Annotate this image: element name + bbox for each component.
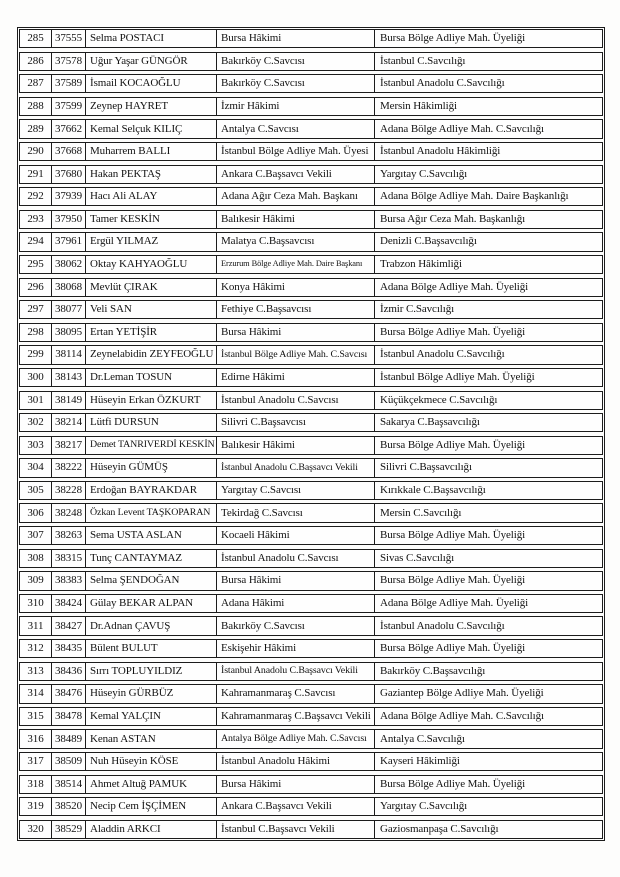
- current-post-cell: Antalya Bölge Adliye Mah. C.Savcısı: [217, 730, 375, 747]
- table-row: [19, 707, 603, 726]
- current-post-cell: Edirne Hâkimi: [217, 369, 375, 386]
- name-cell: Zeynep HAYRET: [86, 98, 217, 115]
- current-post-cell: Bursa Hâkimi: [217, 572, 375, 589]
- new-assignment-cell: Kırıkkale C.Başsavcılığı: [380, 484, 486, 497]
- registry-number-cell: 37939: [52, 188, 86, 205]
- row-number-cell: 312: [20, 640, 52, 657]
- registry-number-cell: 38383: [52, 572, 86, 589]
- row-number-cell: 297: [20, 301, 52, 318]
- row-number-cell: 286: [20, 53, 52, 70]
- new-assignment-cell: Gaziosmanpaşa C.Savcılığı: [380, 822, 499, 835]
- registry-number-cell: 38424: [52, 595, 86, 612]
- new-assignment-cell: İstanbul Anadolu C.Savcılığı: [380, 348, 505, 361]
- name-cell: Tamer KESKİN: [86, 211, 217, 228]
- registry-number-cell: 38095: [52, 324, 86, 341]
- new-assignment-cell: Adana Bölge Adliye Mah. Üyeliği: [380, 596, 529, 609]
- registry-number-cell: 38509: [52, 753, 86, 770]
- name-cell: Tunç CANTAYMAZ: [86, 550, 217, 567]
- name-cell: Dr.Leman TOSUN: [86, 369, 217, 386]
- name-cell: Nuh Hüseyin KÖSE: [86, 753, 217, 770]
- new-assignment-cell: İstanbul Bölge Adliye Mah. Üyeliği: [380, 371, 535, 384]
- name-cell: Necip Cem İŞÇİMEN: [86, 798, 217, 815]
- new-assignment-cell: Adana Bölge Adliye Mah. Daire Başkanlığı: [380, 190, 569, 203]
- row-number-cell: 290: [20, 143, 52, 160]
- row-number-cell: 291: [20, 166, 52, 183]
- new-assignment-cell: İstanbul Anadolu Hâkimliği: [380, 145, 501, 158]
- registry-number-cell: 38222: [52, 459, 86, 476]
- new-assignment-cell: Bakırköy C.Başsavcılığı: [380, 664, 486, 677]
- table-row: [19, 820, 603, 839]
- new-assignment-cell: İzmir C.Savcılığı: [380, 303, 455, 316]
- table-row: [19, 503, 603, 522]
- row-number-cell: 320: [20, 821, 52, 838]
- name-cell: Sema USTA ASLAN: [86, 527, 217, 544]
- name-cell: Lütfi DURSUN: [86, 414, 217, 431]
- table-row: [19, 345, 603, 364]
- row-number-cell: 303: [20, 437, 52, 454]
- new-assignment-cell: Adana Bölge Adliye Mah. C.Savcılığı: [380, 122, 544, 135]
- registry-number-cell: 38149: [52, 392, 86, 409]
- table-row: [19, 97, 603, 116]
- registry-number-cell: 38228: [52, 482, 86, 499]
- row-number-cell: 316: [20, 730, 52, 747]
- new-assignment-cell: İstanbul Anadolu C.Savcılığı: [380, 77, 505, 90]
- new-assignment-cell: İstanbul C.Savcılığı: [380, 54, 466, 67]
- registry-number-cell: 38077: [52, 301, 86, 318]
- new-assignment-cell: Silivri C.Başsavcılığı: [380, 461, 472, 474]
- current-post-cell: Kahramanmaraş C.Savcısı: [217, 685, 375, 702]
- registry-number-cell: 38514: [52, 776, 86, 793]
- row-number-cell: 310: [20, 595, 52, 612]
- row-number-cell: 302: [20, 414, 52, 431]
- table-row: [19, 391, 603, 410]
- current-post-cell: Bursa Hâkimi: [217, 324, 375, 341]
- new-assignment-cell: Gaziantep Bölge Adliye Mah. Üyeliği: [380, 687, 544, 700]
- current-post-cell: İstanbul C.Başsavcı Vekili: [217, 821, 375, 838]
- new-assignment-cell: Bursa Bölge Adliye Mah. Üyeliği: [380, 642, 526, 655]
- registry-number-cell: 38478: [52, 708, 86, 725]
- row-number-cell: 309: [20, 572, 52, 589]
- table-row: [19, 684, 603, 703]
- table-row: [19, 549, 603, 568]
- registry-number-cell: 38114: [52, 346, 86, 363]
- new-assignment-cell: Sivas C.Savcılığı: [380, 551, 455, 564]
- row-number-cell: 318: [20, 776, 52, 793]
- row-number-cell: 289: [20, 120, 52, 137]
- row-number-cell: 292: [20, 188, 52, 205]
- name-cell: Zeynelabidin ZEYFEOĞLU: [86, 346, 217, 363]
- new-assignment-cell: Bursa Bölge Adliye Mah. Üyeliği: [380, 32, 526, 45]
- name-cell: Veli SAN: [86, 301, 217, 318]
- table-row: [19, 436, 603, 455]
- row-number-cell: 315: [20, 708, 52, 725]
- row-number-cell: 293: [20, 211, 52, 228]
- registry-number-cell: 38427: [52, 617, 86, 634]
- current-post-cell: Bakırköy C.Savcısı: [217, 617, 375, 634]
- table-row: [19, 481, 603, 500]
- current-post-cell: İstanbul Bölge Adliye Mah. Üyesi: [217, 143, 375, 160]
- registry-number-cell: 37578: [52, 53, 86, 70]
- current-post-cell: Konya Hâkimi: [217, 279, 375, 296]
- row-number-cell: 307: [20, 527, 52, 544]
- name-cell: Muharrem BALLI: [86, 143, 217, 160]
- table-row: [19, 594, 603, 613]
- name-cell: Hüseyin GÜMÜŞ: [86, 459, 217, 476]
- table-row: [19, 616, 603, 635]
- table-row: [19, 662, 603, 681]
- table-row: [19, 300, 603, 319]
- registry-number-cell: 38068: [52, 279, 86, 296]
- new-assignment-cell: Mersin Hâkimliği: [380, 99, 457, 112]
- current-post-cell: Yargıtay C.Savcısı: [217, 482, 375, 499]
- current-post-cell: İstanbul Anadolu Hâkimi: [217, 753, 375, 770]
- name-cell: Uğur Yaşar GÜNGÖR: [86, 53, 217, 70]
- row-number-cell: 294: [20, 233, 52, 250]
- registry-number-cell: 38520: [52, 798, 86, 815]
- row-number-cell: 301: [20, 392, 52, 409]
- table-row: [19, 571, 603, 590]
- new-assignment-cell: Bursa Bölge Adliye Mah. Üyeliği: [380, 574, 526, 587]
- row-number-cell: 305: [20, 482, 52, 499]
- new-assignment-cell: Kayseri Hâkimliği: [380, 755, 460, 768]
- registry-number-cell: 38529: [52, 821, 86, 838]
- current-post-cell: İstanbul Anadolu C.Savcısı: [217, 550, 375, 567]
- current-post-cell: İstanbul Anadolu C.Başsavcı Vekili: [217, 459, 375, 476]
- current-post-cell: Eskişehir Hâkimi: [217, 640, 375, 657]
- row-number-cell: 288: [20, 98, 52, 115]
- table-row: [19, 232, 603, 251]
- current-post-cell: İstanbul Anadolu C.Savcısı: [217, 392, 375, 409]
- row-number-cell: 308: [20, 550, 52, 567]
- table-row: [19, 526, 603, 545]
- registry-number-cell: 37668: [52, 143, 86, 160]
- row-number-cell: 314: [20, 685, 52, 702]
- table-row: [19, 323, 603, 342]
- new-assignment-cell: Trabzon Hâkimliği: [380, 258, 462, 271]
- registry-number-cell: 38489: [52, 730, 86, 747]
- registry-number-cell: 38435: [52, 640, 86, 657]
- table-row: [19, 368, 603, 387]
- new-assignment-cell: Adana Bölge Adliye Mah. Üyeliği: [380, 280, 529, 293]
- name-cell: Kemal YALÇIN: [86, 708, 217, 725]
- table-row: [19, 639, 603, 658]
- row-number-cell: 285: [20, 30, 52, 47]
- current-post-cell: Tekirdağ C.Savcısı: [217, 504, 375, 521]
- row-number-cell: 296: [20, 279, 52, 296]
- row-number-cell: 298: [20, 324, 52, 341]
- current-post-cell: Antalya C.Savcısı: [217, 120, 375, 137]
- table-row: [19, 142, 603, 161]
- registry-number-cell: 38214: [52, 414, 86, 431]
- current-post-cell: Erzurum Bölge Adliye Mah. Daire Başkanı: [217, 256, 375, 273]
- new-assignment-cell: Yargıtay C.Savcılığı: [380, 800, 468, 813]
- table-row: [19, 210, 603, 229]
- name-cell: Mevlüt ÇIRAK: [86, 279, 217, 296]
- registry-number-cell: 38436: [52, 663, 86, 680]
- new-assignment-cell: Bursa Bölge Adliye Mah. Üyeliği: [380, 438, 526, 451]
- current-post-cell: Balıkesir Hâkimi: [217, 211, 375, 228]
- new-assignment-cell: Küçükçekmece C.Savcılığı: [380, 393, 498, 406]
- row-number-cell: 295: [20, 256, 52, 273]
- row-number-cell: 319: [20, 798, 52, 815]
- current-post-cell: Adana Hâkimi: [217, 595, 375, 612]
- registry-number-cell: 37950: [52, 211, 86, 228]
- name-cell: Demet TANRIVERDİ KESKİN: [86, 437, 217, 454]
- row-number-cell: 299: [20, 346, 52, 363]
- name-cell: Bülent BULUT: [86, 640, 217, 657]
- row-number-cell: 304: [20, 459, 52, 476]
- registry-number-cell: 37599: [52, 98, 86, 115]
- name-cell: Ahmet Altuğ PAMUK: [86, 776, 217, 793]
- current-post-cell: İstanbul Anadolu C.Başsavcı Vekili: [217, 663, 375, 680]
- row-number-cell: 313: [20, 663, 52, 680]
- row-number-cell: 311: [20, 617, 52, 634]
- row-number-cell: 306: [20, 504, 52, 521]
- table-row: [19, 255, 603, 274]
- name-cell: Ertan YETİŞİR: [86, 324, 217, 341]
- new-assignment-cell: Denizli C.Başsavcılığı: [380, 235, 477, 248]
- table-row: [19, 29, 603, 48]
- name-cell: Selma ŞENDOĞAN: [86, 572, 217, 589]
- current-post-cell: Ankara C.Başsavcı Vekili: [217, 798, 375, 815]
- name-cell: Selma POSTACI: [86, 30, 217, 47]
- registry-number-cell: 37680: [52, 166, 86, 183]
- new-assignment-cell: Yargıtay C.Savcılığı: [380, 167, 468, 180]
- new-assignment-cell: Bursa Bölge Adliye Mah. Üyeliği: [380, 325, 526, 338]
- current-post-cell: Malatya C.Başsavcısı: [217, 233, 375, 250]
- current-post-cell: Bursa Hâkimi: [217, 30, 375, 47]
- current-post-cell: İstanbul Bölge Adliye Mah. C.Savcısı: [217, 346, 375, 363]
- name-cell: Kemal Selçuk KILIÇ: [86, 120, 217, 137]
- table-row: [19, 278, 603, 297]
- name-cell: Özkan Levent TAŞKOPARAN: [86, 504, 217, 521]
- table-row: [19, 775, 603, 794]
- table-row: [19, 729, 603, 748]
- name-cell: Hüseyin Erkan ÖZKURT: [86, 392, 217, 409]
- current-post-cell: Balıkesir Hâkimi: [217, 437, 375, 454]
- table-row: [19, 797, 603, 816]
- row-number-cell: 317: [20, 753, 52, 770]
- name-cell: Hakan PEKTAŞ: [86, 166, 217, 183]
- new-assignment-cell: Bursa Bölge Adliye Mah. Üyeliği: [380, 777, 526, 790]
- new-assignment-cell: Mersin C.Savcılığı: [380, 506, 462, 519]
- name-cell: Ergül YILMAZ: [86, 233, 217, 250]
- name-cell: Sırrı TOPLUYILDIZ: [86, 663, 217, 680]
- table-row: [19, 752, 603, 771]
- new-assignment-cell: Bursa Ağır Ceza Mah. Başkanlığı: [380, 212, 526, 225]
- new-assignment-cell: Antalya C.Savcılığı: [380, 732, 465, 745]
- name-cell: Kenan ASTAN: [86, 730, 217, 747]
- current-post-cell: Fethiye C.Başsavcısı: [217, 301, 375, 318]
- name-cell: Aladdin ARKCI: [86, 821, 217, 838]
- new-assignment-cell: Bursa Bölge Adliye Mah. Üyeliği: [380, 529, 526, 542]
- registry-number-cell: 37961: [52, 233, 86, 250]
- registry-number-cell: 38315: [52, 550, 86, 567]
- name-cell: Erdoğan BAYRAKDAR: [86, 482, 217, 499]
- table-row: [19, 74, 603, 93]
- current-post-cell: Silivri C.Başsavcısı: [217, 414, 375, 431]
- current-post-cell: İzmir Hâkimi: [217, 98, 375, 115]
- table-row: [19, 119, 603, 138]
- current-post-cell: Bakırköy C.Savcısı: [217, 53, 375, 70]
- registry-number-cell: 38263: [52, 527, 86, 544]
- table-row: [19, 413, 603, 432]
- current-post-cell: Bursa Hâkimi: [217, 776, 375, 793]
- assignment-table: [17, 27, 605, 841]
- new-assignment-cell: Adana Bölge Adliye Mah. C.Savcılığı: [380, 709, 544, 722]
- name-cell: Hacı Ali ALAY: [86, 188, 217, 205]
- registry-number-cell: 38248: [52, 504, 86, 521]
- table-row: [19, 52, 603, 71]
- registry-number-cell: 38143: [52, 369, 86, 386]
- registry-number-cell: 37662: [52, 120, 86, 137]
- table-row: [19, 165, 603, 184]
- registry-number-cell: 38476: [52, 685, 86, 702]
- row-number-cell: 300: [20, 369, 52, 386]
- new-assignment-cell: Sakarya C.Başsavcılığı: [380, 416, 480, 429]
- current-post-cell: Kahramanmaraş C.Başsavcı Vekili: [217, 708, 375, 725]
- row-number-cell: 287: [20, 75, 52, 92]
- current-post-cell: Bakırköy C.Savcısı: [217, 75, 375, 92]
- new-assignment-cell: İstanbul Anadolu C.Savcılığı: [380, 619, 505, 632]
- registry-number-cell: 38062: [52, 256, 86, 273]
- name-cell: Gülay BEKAR ALPAN: [86, 595, 217, 612]
- name-cell: Hüseyin GÜRBÜZ: [86, 685, 217, 702]
- name-cell: Dr.Adnan ÇAVUŞ: [86, 617, 217, 634]
- registry-number-cell: 37555: [52, 30, 86, 47]
- table-row: [19, 187, 603, 206]
- current-post-cell: Kocaeli Hâkimi: [217, 527, 375, 544]
- current-post-cell: Ankara C.Başsavcı Vekili: [217, 166, 375, 183]
- registry-number-cell: 38217: [52, 437, 86, 454]
- table-row: [19, 458, 603, 477]
- name-cell: İsmail KOCAOĞLU: [86, 75, 217, 92]
- registry-number-cell: 37589: [52, 75, 86, 92]
- current-post-cell: Adana Ağır Ceza Mah. Başkanı: [217, 188, 375, 205]
- name-cell: Oktay KAHYAOĞLU: [86, 256, 217, 273]
